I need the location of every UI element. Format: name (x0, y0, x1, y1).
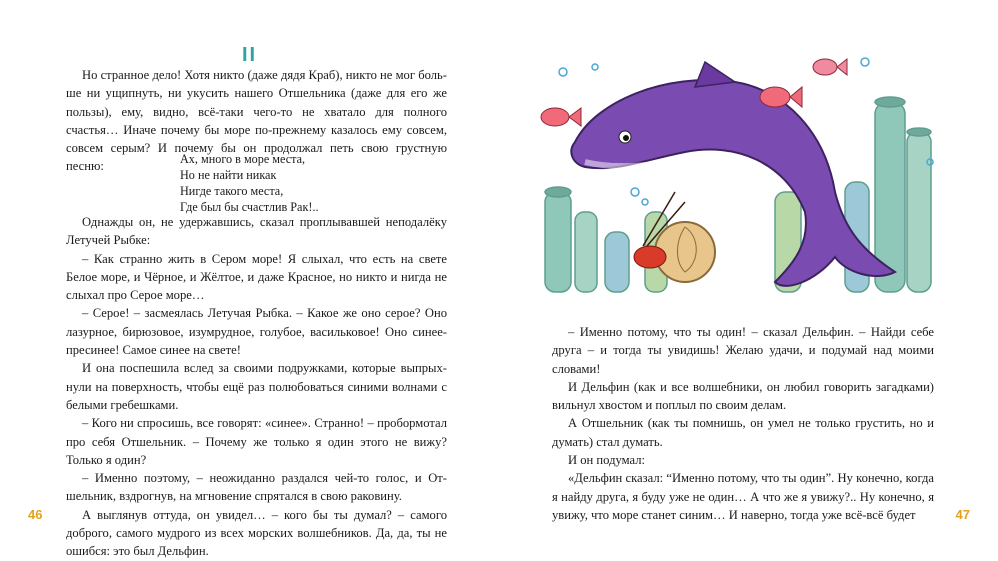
paragraph: – Именно поэтому, – неожиданно раздался чей-то голос, и Отшельник, вздрогнув, на мгновение спрятался в свою раковину. (66, 471, 447, 504)
poem-line: Но не найти никак (180, 168, 277, 182)
paragraph: И он подумал: (568, 453, 646, 468)
paragraph: Однажды он, не удержавшись, сказал проплывавшей неподалёку Летучей Рыбке: (66, 215, 447, 248)
paragraph: А Отшельник (как ты помнишь, он умел не только грустить, но и думать) стал думать. (552, 416, 934, 449)
paragraph: – Кого ни спросишь, все говорят: «синее». Странно! – пробормотал про себя Отшельник. – Почему же только я один этого не вижу? Только я один? (66, 416, 447, 467)
paragraph: «Дельфин сказал: “Именно потому, что ты один”. Ну конечно, когда я найду друга, я буду уже не один… А что же я увижу?.. Ну конечно, я увижу, что море станет синим… И наверно, тогда уже всё-всё будет (552, 471, 934, 522)
right-text (552, 323, 934, 524)
left-page (0, 0, 499, 559)
paragraph: – Именно потому, что ты один! – сказал Дельфин. – Найди себе друга – и тогда ты увидишь! Желаю удачи, и подумай над моими словами! (552, 325, 934, 376)
paragraph: – Как странно жить в Сером море! Я слыхал, что есть на свете Белое море, и Чёрное, и Жёлтое, и даже Красное, но никто и нигда не слыхал про Серое море… (66, 251, 447, 303)
paragraph: И она поспешила вслед за своими подружками, которые выпрыхнули на поверхность, чтобы ещё раз полюбоваться синими волнами с белыми гребешками. (66, 361, 447, 412)
chapter-number: II (241, 44, 258, 66)
poem-line: Нигде такого места, (180, 184, 284, 198)
page-number-left: 46 (28, 507, 43, 522)
paragraph: А выглянув оттуда, он увидел… – кого бы ты думал? – самого доброго, самого мудрого из всех морских волшебников. Да, да, ты не ошибся: это был Дельфин. (66, 507, 447, 559)
paragraph: – Серое! – засмеялась Летучая Рыбка. – Какое же оно серое? Оно лазурное, бирюзовое, изумрудное, голубое, васильковое! Оно синее-пресинее! Самое синее на свете! (66, 306, 447, 358)
paragraph: Но странное дело! Хотя никто (даже дядя Краб), никто не мог больше ни ущипнуть, ни укусить нашего Отшельника (даже для его же пользы), ему, видно, всё-таки чего-то не хватало для полного счастья… Иначе почему бы море по-прежнему казалось ему совсем, совсем серым? И почему бы он продолжал петь свою грустную песню: (66, 68, 447, 174)
paragraph: И Дельфин (как и все волшебники, он любил говорить загадками) вильнул хвостом и поплыл по своим делам. (552, 379, 934, 413)
poem-line: Ах, много в море места, (180, 152, 306, 166)
dolphin-illustration (535, 42, 945, 308)
left-text-bottom (66, 213, 447, 561)
right-page (499, 0, 998, 550)
poem (180, 151, 319, 215)
page-number-right: 47 (955, 507, 970, 522)
poem-line: Где был бы счастлив Рак!.. (180, 200, 319, 214)
